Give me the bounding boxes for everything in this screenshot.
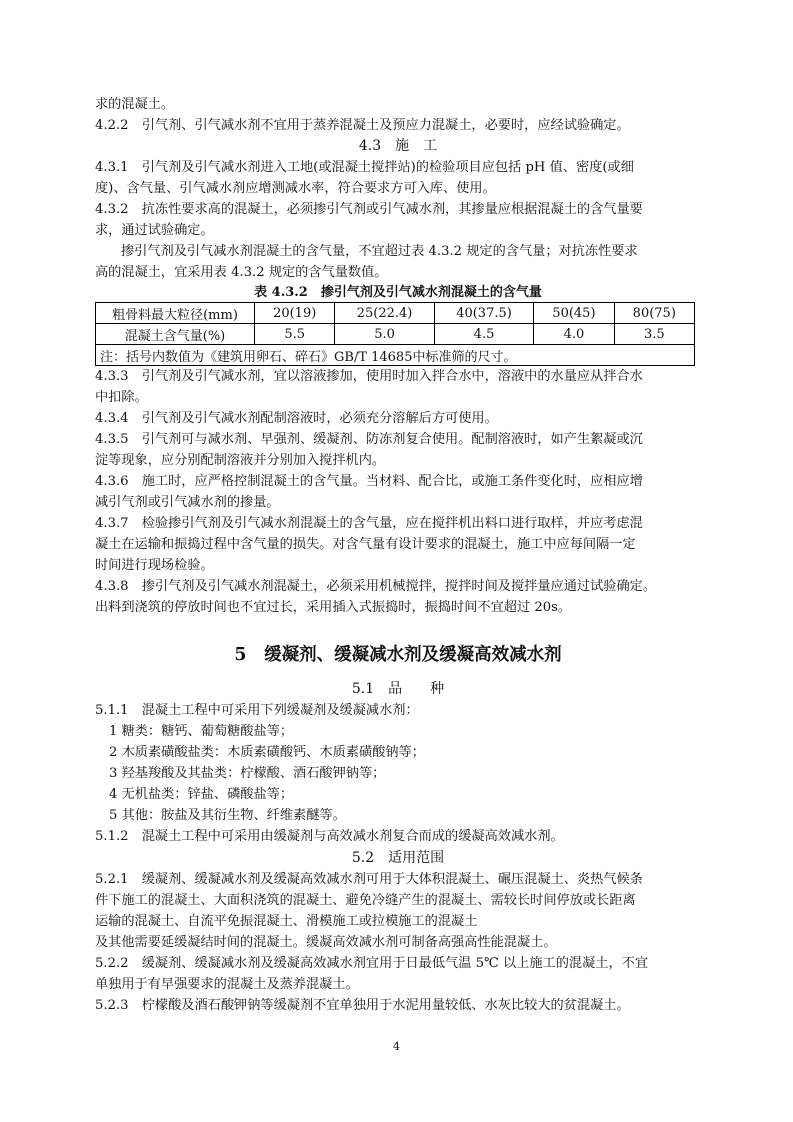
text-line: 件下施工的混凝土、大面积浇筑的混凝土、避免冷缝产生的混凝土、需较长时间停放或长距离: [95, 893, 636, 908]
list-item: 3 羟基羧酸及其盐类：柠檬酸、酒石酸钾钠等；: [109, 766, 386, 781]
table-cell: 4.0: [534, 324, 614, 345]
chapter-title: 5 缓凝剂、缓凝减水剂及缓凝高效减水剂: [234, 645, 562, 665]
text-line: 时间进行现场检验。: [95, 558, 214, 573]
table-cell: 4.5: [434, 324, 533, 345]
clause-5-2-2: 5.2.2 缓凝剂、缓凝减水剂及缓凝高效减水剂宜用于日最低气温 5℃ 以上施工的混凝土，不宜: [95, 956, 649, 971]
text-line: 求，通过试验确定。: [95, 223, 214, 238]
section-heading-4-3: 4.3 施 工: [358, 138, 438, 154]
text-line: 度)、含气量、引气减水剂应增测减水率，符合要求方可入库、使用。: [95, 181, 496, 196]
text-line: 运输的混凝土、自流平免振混凝土、滑模施工或拉模施工的混凝土: [95, 914, 478, 929]
clause-4-3-8: 4.3.8 掺引气剂及引气减水剂混凝土，必须采用机械搅拌，搅拌时间及搅拌量应通过试验确定。: [95, 579, 657, 594]
clause-4-3-3: 4.3.3 引气剂及引气减水剂，宜以溶液掺加，使用时加入拌合水中，溶液中的水量应从拌合水: [95, 369, 643, 384]
clause-4-3-6: 4.3.6 施工时，应严格控制混凝土的含气量。当材料、配合比，或施工条件变化时，应相应增: [95, 474, 643, 489]
clause-5-1-2: 5.1.2 混凝土工程中可采用由缓凝剂与高效减水剂复合而成的缓凝高效减水剂。: [95, 829, 564, 844]
clause-4-3-7: 4.3.7 检验掺引气剂及引气减水剂混凝土的含气量，应在搅拌机出料口进行取样，并应考虑混: [95, 516, 643, 531]
clause-4-2-2: 4.2.2 引气剂、引气减水剂不宜用于蒸养混凝土及预应力混凝土，必要时，应经试验确定。: [95, 118, 630, 133]
table-caption: 表 4.3.2 掺引气剂及引气减水剂混凝土的含气量: [254, 285, 542, 300]
table-header-cell: 25(22.4): [335, 303, 434, 324]
list-item: 5 其他：胺盐及其衍生物、纤维素醚等。: [109, 808, 346, 823]
clause-4-3-1: 4.3.1 引气剂及引气减水剂进入工地(或混凝土搅拌站)的检验项目应包括 pH 值、密度(或细: [95, 160, 634, 175]
table-header-cell: 40(37.5): [434, 303, 533, 324]
text-line: 及其他需要延缓凝结时间的混凝土。缓凝高效减水剂可制备高强高性能混凝土。: [95, 935, 557, 950]
page-content: [95, 94, 701, 1016]
text-line: 求的混凝土。: [95, 97, 175, 112]
text-line: 减引气剂或引气减水剂的掺量。: [95, 495, 280, 510]
table-cell: 3.5: [614, 324, 694, 345]
paragraph-line: 掺引气剂及引气减水剂混凝土的含气量，不宜超过表 4.3.2 规定的含气量；对抗冻性要求: [121, 244, 638, 259]
clause-5-1-1: 5.1.1 混凝土工程中可采用下列缓凝剂及缓凝减水剂：: [95, 703, 419, 718]
clause-4-3-4: 4.3.4 引气剂及引气减水剂配制溶液时，必须充分溶解后方可使用。: [95, 411, 498, 426]
table-note: 注：括号内数值为《建筑用卵石、碎石》GB/T 14685中标准筛的尺寸。: [96, 345, 695, 366]
text-line: 出料到浇筑的停放时间也不宜过长，采用插入式振捣时，振捣时间不宜超过 20s。: [95, 600, 572, 615]
table-row: [96, 324, 695, 345]
clause-4-3-2: 4.3.2 抗冻性要求高的混凝土，必须掺引气剂或引气减水剂，其掺量应根据混凝土的含气量要: [95, 202, 643, 217]
table-row-label: 混凝土含气量(%): [96, 324, 255, 345]
list-item: 2 木质素磺酸盐类：木质素磺酸钙、木质素磺酸钠等；: [109, 745, 425, 760]
clause-5-2-1: 5.2.1 缓凝剂、缓凝减水剂及缓凝高效减水剂可用于大体积混凝土、碾压混凝土、炎热气候条: [95, 872, 643, 887]
list-item: 1 糖类：糖钙、葡萄糖酸盐等；: [109, 724, 294, 739]
text-line: 凝土在运输和振捣过程中含气量的损失。对含气量有设计要求的混凝土，施工中应每间隔一定: [95, 537, 636, 552]
air-content-table: [95, 302, 695, 366]
list-item: 4 无机盐类：锌盐、磷酸盐等；: [109, 787, 294, 802]
table-header-label: 粗骨料最大粒径(mm): [96, 303, 255, 324]
clause-5-2-3: 5.2.3 柠檬酸及酒石酸钾钠等缓凝剂不宜单独用于水泥用量较低、水灰比较大的贫混凝土。: [95, 998, 630, 1013]
table-header-cell: 50(45): [534, 303, 614, 324]
text-line: 单独用于有早强要求的混凝土及蒸养混凝土。: [95, 977, 359, 992]
clause-4-3-5: 4.3.5 引气剂可与减水剂、早强剂、缓凝剂、防冻剂复合使用。配制溶液时，如产生絮凝或沉: [95, 432, 643, 447]
text-line: 中扣除。: [95, 390, 148, 405]
text-line: 淀等现象，应分别配制溶液并分别加入搅拌机内。: [95, 453, 386, 468]
table-header-cell: 80(75): [614, 303, 694, 324]
table-header-cell: 20(19): [255, 303, 335, 324]
table-note-row: [96, 345, 695, 366]
page-number: 4: [393, 1040, 400, 1053]
paragraph-line: 高的混凝土，宜采用表 4.3.2 规定的含气量数值。: [95, 265, 388, 280]
table-cell: 5.5: [255, 324, 335, 345]
table-cell: 5.0: [335, 324, 434, 345]
table-header-row: [96, 303, 695, 324]
section-heading-5-1: 5.1 品 种: [351, 681, 445, 697]
section-heading-5-2: 5.2 适用范围: [351, 850, 445, 866]
